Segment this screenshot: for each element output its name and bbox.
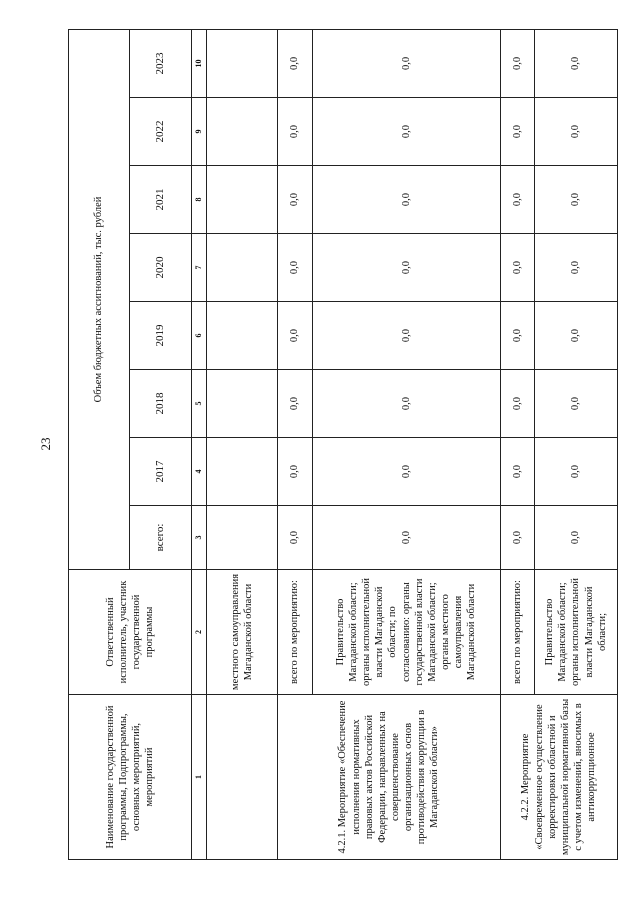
value-cell: 0,0: [312, 166, 500, 234]
header-year: 2019: [129, 302, 192, 370]
column-number: 7: [192, 234, 207, 302]
table-row: [207, 29, 278, 859]
column-number: 5: [192, 370, 207, 438]
value-cell: 0,0: [278, 506, 312, 570]
value-cell: 0,0: [312, 370, 500, 438]
page-number: 23: [38, 437, 53, 451]
column-number: 1: [192, 695, 207, 860]
value-cell: 0,0: [278, 438, 312, 506]
value-cell: 0,0: [312, 506, 500, 570]
value-cell: 0,0: [500, 506, 534, 570]
value-cell: 0,0: [500, 370, 534, 438]
column-number: 10: [192, 29, 207, 97]
column-number: 8: [192, 166, 207, 234]
value-cell: 0,0: [500, 166, 534, 234]
column-number: 9: [192, 98, 207, 166]
value-cell: 0,0: [278, 29, 312, 97]
total-label: всего по мероприятию:: [278, 570, 312, 695]
value-cell: 0,0: [312, 98, 500, 166]
value-cell: 0,0: [278, 302, 312, 370]
value-cell: 0,0: [500, 98, 534, 166]
name-cell: [207, 695, 278, 860]
value-cell: 0,0: [312, 234, 500, 302]
value-cell: 0,0: [278, 370, 312, 438]
executor-cell: местного самоуправления Магаданской области: [207, 570, 278, 695]
header-name: Наименование государственной программы, Подпрограммы, основных мероприятий, мероприятий: [69, 695, 192, 860]
header-year: 2022: [129, 98, 192, 166]
value-cell: 0,0: [312, 438, 500, 506]
value-cell: 0,0: [278, 234, 312, 302]
budget-table: [68, 29, 618, 860]
value-cell: 0,0: [500, 234, 534, 302]
value-cell: 0,0: [535, 302, 618, 370]
column-number: 4: [192, 438, 207, 506]
value-cell: 0,0: [312, 29, 500, 97]
header-year: 2021: [129, 166, 192, 234]
header-executor: Ответственный исполнитель, участник государственной программы: [69, 570, 192, 695]
column-number: 2: [192, 570, 207, 695]
column-number: 6: [192, 302, 207, 370]
executor-cell: Правительство Магаданской области; органы исполнительной власти Магаданской области;: [535, 570, 618, 695]
activity-name: 4.2.1. Мероприятие «Обеспечение исполнения нормативных правовых актов Российской Федерации, направленных на совершенствование организационных основ противодействия коррупции в Магаданской области»: [278, 695, 500, 860]
value-cell: 0,0: [535, 98, 618, 166]
header-total: всего:: [129, 506, 192, 570]
header-year: 2020: [129, 234, 192, 302]
table-row: [500, 29, 534, 859]
value-cell: 0,0: [278, 98, 312, 166]
column-number: 3: [192, 506, 207, 570]
table-row: [278, 29, 312, 859]
value-cell: 0,0: [535, 234, 618, 302]
header-year: 2023: [129, 29, 192, 97]
total-label: всего по мероприятию:: [500, 570, 534, 695]
value-cell: 0,0: [535, 29, 618, 97]
budget-table-rotated: [68, 30, 618, 860]
value-cell: 0,0: [535, 506, 618, 570]
column-numbers-row: [192, 29, 207, 859]
header-budget: Объем бюджетных ассигнований, тыс. рублей: [69, 29, 130, 569]
header-year: 2018: [129, 370, 192, 438]
header-year: 2017: [129, 438, 192, 506]
value-cell: 0,0: [278, 166, 312, 234]
value-cell: 0,0: [312, 302, 500, 370]
activity-name: 4.2.2. Мероприятие «Своевременное осуществление корректировки областной и муниципальной нормативной базы с учетом изменений, вносимых в антикоррупционное: [500, 695, 617, 860]
value-cell: 0,0: [535, 438, 618, 506]
executor-cell: Правительство Магаданской области; органы исполнительной власти Магаданской области; по согласованию: органы государственной власти Магаданской области; органы местного самоуправления Магаданской области: [312, 570, 500, 695]
value-cell: 0,0: [500, 29, 534, 97]
value-cell: 0,0: [535, 166, 618, 234]
value-cell: 0,0: [500, 438, 534, 506]
value-cell: 0,0: [500, 302, 534, 370]
value-cell: 0,0: [535, 370, 618, 438]
